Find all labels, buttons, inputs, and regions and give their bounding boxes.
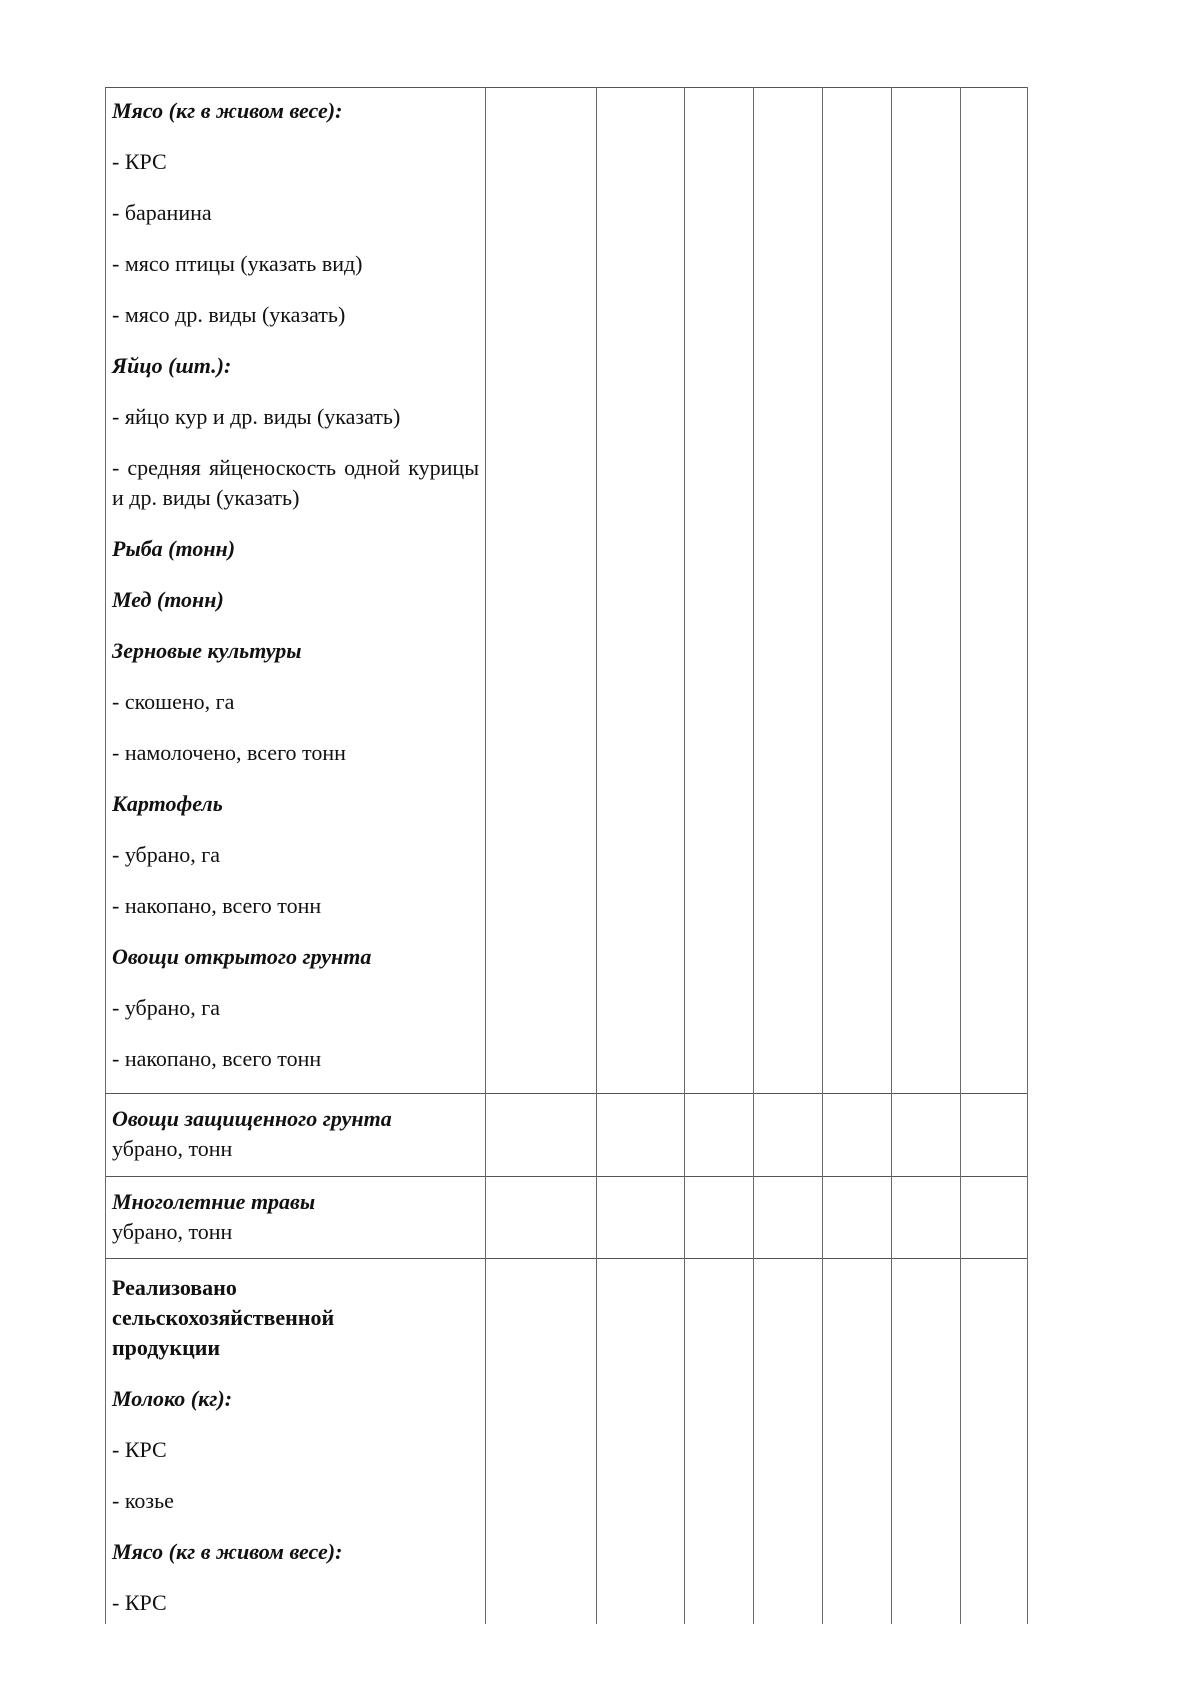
empty-value-cell — [823, 1177, 892, 1259]
row-label: - скошено, га — [112, 689, 235, 714]
row-label: - КРС — [112, 149, 167, 174]
empty-value-cell — [823, 1094, 892, 1177]
table-row — [106, 1259, 1028, 1625]
row-label: - убрано, га — [112, 995, 221, 1020]
row-label: Мясо (кг в живом весе): — [112, 1539, 343, 1564]
row-label: Мясо (кг в живом весе): — [112, 98, 343, 123]
row-label-cell — [106, 1094, 486, 1177]
row-label: убрано, тонн — [112, 1219, 233, 1244]
empty-value-cell — [597, 88, 685, 1094]
empty-value-cell — [486, 1177, 597, 1259]
row-label: убрано, тонн — [112, 1136, 233, 1161]
empty-value-cell — [486, 1259, 597, 1625]
empty-value-cell — [892, 1177, 961, 1259]
row-label-cell — [106, 1259, 486, 1625]
row-label: - убрано, га — [112, 842, 221, 867]
table-row — [106, 1094, 1028, 1177]
row-label-cell — [106, 88, 486, 1094]
row-label: - средняя яйценоскость одной курицы и др. виды (указать) — [112, 455, 479, 510]
empty-value-cell — [823, 1259, 892, 1625]
row-label: - накопано, всего тонн — [112, 893, 322, 918]
empty-value-cell — [961, 1094, 1028, 1177]
empty-value-cell — [961, 1259, 1028, 1625]
empty-value-cell — [754, 1094, 823, 1177]
row-label: - накопано, всего тонн — [112, 1046, 322, 1071]
table-row — [106, 1177, 1028, 1259]
row-label: Многолетние травы — [112, 1189, 316, 1214]
row-label: - козье — [112, 1488, 174, 1513]
row-label: Молоко (кг): — [112, 1386, 233, 1411]
empty-value-cell — [597, 1094, 685, 1177]
empty-value-cell — [685, 1094, 754, 1177]
empty-value-cell — [892, 88, 961, 1094]
empty-value-cell — [754, 1177, 823, 1259]
row-label: Яйцо (шт.): — [112, 353, 232, 378]
empty-value-cell — [823, 88, 892, 1094]
row-label: Овощи открытого грунта — [112, 944, 372, 969]
row-label: Картофель — [112, 791, 223, 816]
empty-value-cell — [892, 1259, 961, 1625]
row-label: - КРС — [112, 1590, 167, 1615]
row-label: Зерновые культуры — [112, 638, 302, 663]
empty-value-cell — [754, 88, 823, 1094]
table-row — [106, 88, 1028, 1094]
empty-value-cell — [685, 1259, 754, 1625]
row-label: Реализовано сельскохозяйственной продукции — [112, 1275, 335, 1360]
row-label: Мед (тонн) — [112, 587, 224, 612]
empty-value-cell — [486, 1094, 597, 1177]
empty-value-cell — [597, 1177, 685, 1259]
row-label: - КРС — [112, 1437, 167, 1462]
empty-value-cell — [961, 88, 1028, 1094]
row-label: - намолочено, всего тонн — [112, 740, 346, 765]
empty-value-cell — [754, 1259, 823, 1625]
row-label-cell — [106, 1177, 486, 1259]
empty-value-cell — [685, 1177, 754, 1259]
row-label: Рыба (тонн) — [112, 536, 236, 561]
empty-value-cell — [685, 88, 754, 1094]
empty-value-cell — [597, 1259, 685, 1625]
empty-value-cell — [892, 1094, 961, 1177]
row-label: - яйцо кур и др. виды (указать) — [112, 404, 401, 429]
empty-value-cell — [961, 1177, 1028, 1259]
empty-value-cell — [486, 88, 597, 1094]
row-label: Овощи защищенного грунта — [112, 1106, 392, 1131]
row-label: - мясо птицы (указать вид) — [112, 251, 363, 276]
row-label: - мясо др. виды (указать) — [112, 302, 346, 327]
report-form-table — [105, 87, 1028, 1624]
row-label: - баранина — [112, 200, 212, 225]
